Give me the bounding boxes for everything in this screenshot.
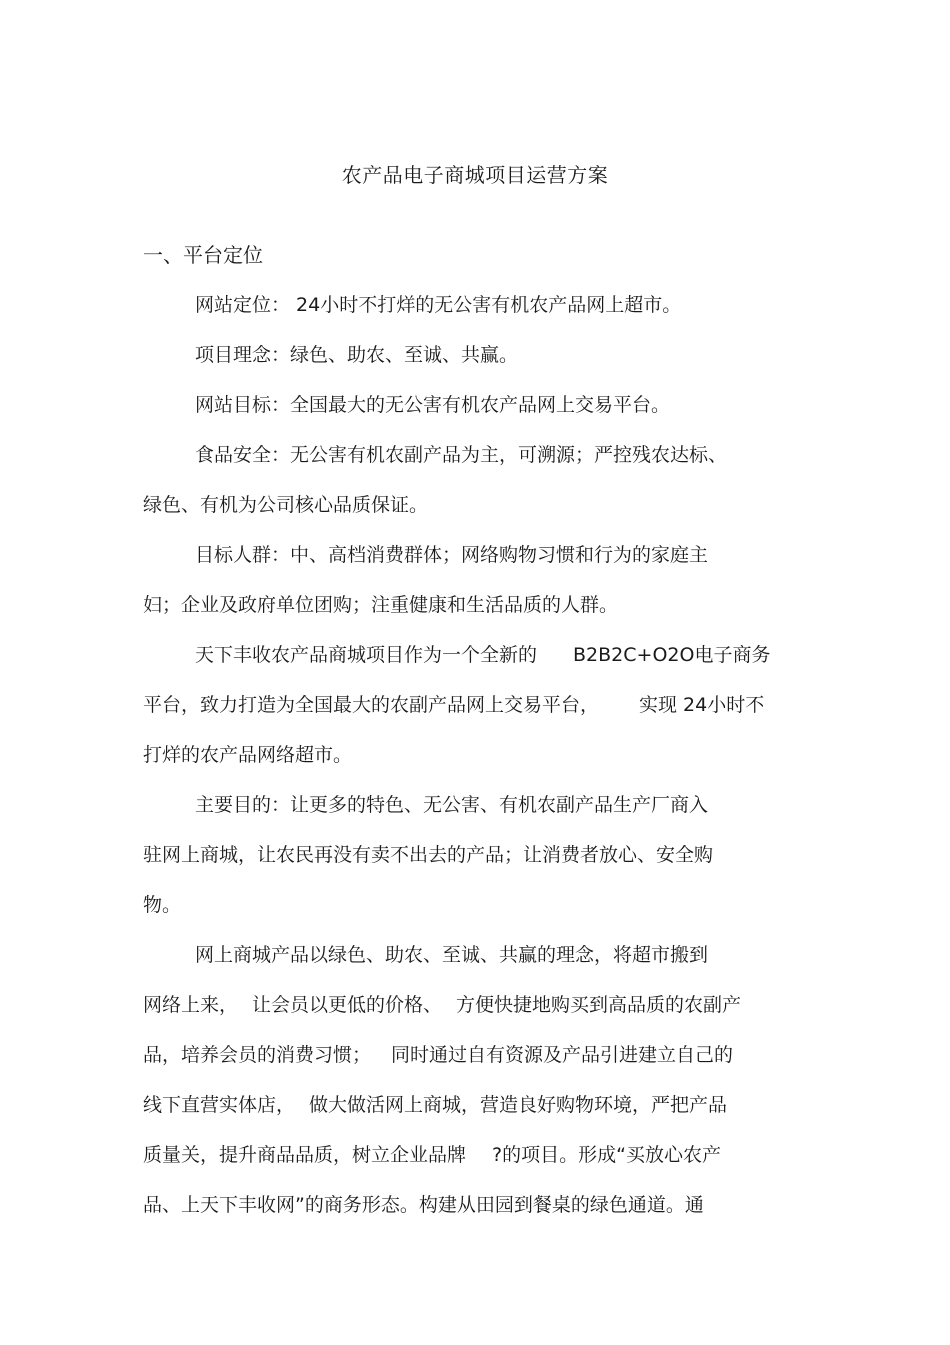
section-heading: 一、平台定位: [143, 243, 263, 267]
paragraph-line: 驻网上商城，让农民再没有卖不出去的产品；让消费者放心、安全购: [143, 844, 714, 866]
paragraph-line: 品、上天下丰收网”的商务形态。构建从田园到餐桌的绿色通道。通: [143, 1194, 704, 1216]
paragraph-line: [143, 980, 808, 1030]
project-concept-line: 项目理念：绿色、助农、至诚、共赢。: [195, 344, 519, 366]
paragraph-text: 方便快捷地购买到高品质的农副产: [456, 994, 742, 1016]
paragraph-text: 质量关，提升商品品质，树立企业品牌: [143, 1144, 467, 1166]
target-group-paragraph: [143, 530, 808, 630]
paragraph-text: 网络上来，: [143, 994, 239, 1016]
document-title: 农产品电子商城项目运营方案: [341, 163, 609, 187]
paragraph-text: 平台，致力打造为全国最大的农副产品网上交易平台，: [143, 694, 600, 716]
paragraph-line: 打烊的农产品网络超市。: [143, 744, 353, 766]
website-goal-line: 网站目标：全国最大的无公害有机农产品网上交易平台。: [195, 394, 671, 416]
paragraph-text: 同时通过自有资源及产品引进建立自己的: [391, 1044, 734, 1066]
paragraph-text: 实现 24小时不: [639, 694, 765, 716]
paragraph-text: 做大做活网上商城，营造良好购物环境，严把产品: [309, 1094, 728, 1116]
paragraph-text: ?的项目。形成“买放心农产: [492, 1144, 721, 1166]
paragraph-text: 线下直营实体店，: [143, 1094, 296, 1116]
paragraph-line: 目标人群：中、高档消费群体；网络购物习惯和行为的家庭主: [195, 544, 709, 566]
paragraph-line: 妇；企业及政府单位团购；注重健康和生活品质的人群。: [143, 594, 619, 616]
paragraph-line: 绿色、有机为公司核心品质保证。: [143, 494, 429, 516]
paragraph-line: [143, 630, 808, 680]
main-purpose-paragraph: [143, 780, 808, 930]
paragraph-line: 物。: [143, 894, 182, 916]
paragraph-line: [143, 1030, 808, 1080]
paragraph-line: [143, 1130, 808, 1180]
project-intro-paragraph: [143, 630, 808, 780]
paragraph-text: 品，培养会员的消费习惯；: [143, 1044, 372, 1066]
paragraph-line: 食品安全：无公害有机农副产品为主，可溯源；严控残农达标、: [195, 444, 728, 466]
paragraph-line: 主要目的：让更多的特色、无公害、有机农副产品生产厂商入: [195, 794, 709, 816]
paragraph-text: 天下丰收农产品商城项目作为一个全新的: [195, 644, 538, 666]
food-safety-paragraph: [143, 430, 808, 530]
paragraph-text: 让会员以更低的价格、: [252, 994, 443, 1016]
website-positioning-line: 网站定位： 24小时不打烊的无公害有机农产品网上超市。: [195, 294, 682, 316]
paragraph-line: [143, 680, 808, 730]
paragraph-line: [143, 1080, 808, 1130]
paragraph-line: 网上商城产品以绿色、助农、至诚、共赢的理念，将超市搬到: [195, 944, 709, 966]
mall-description-paragraph: [143, 930, 808, 1230]
paragraph-text: B2B2C+O2O电子商务: [573, 644, 771, 666]
